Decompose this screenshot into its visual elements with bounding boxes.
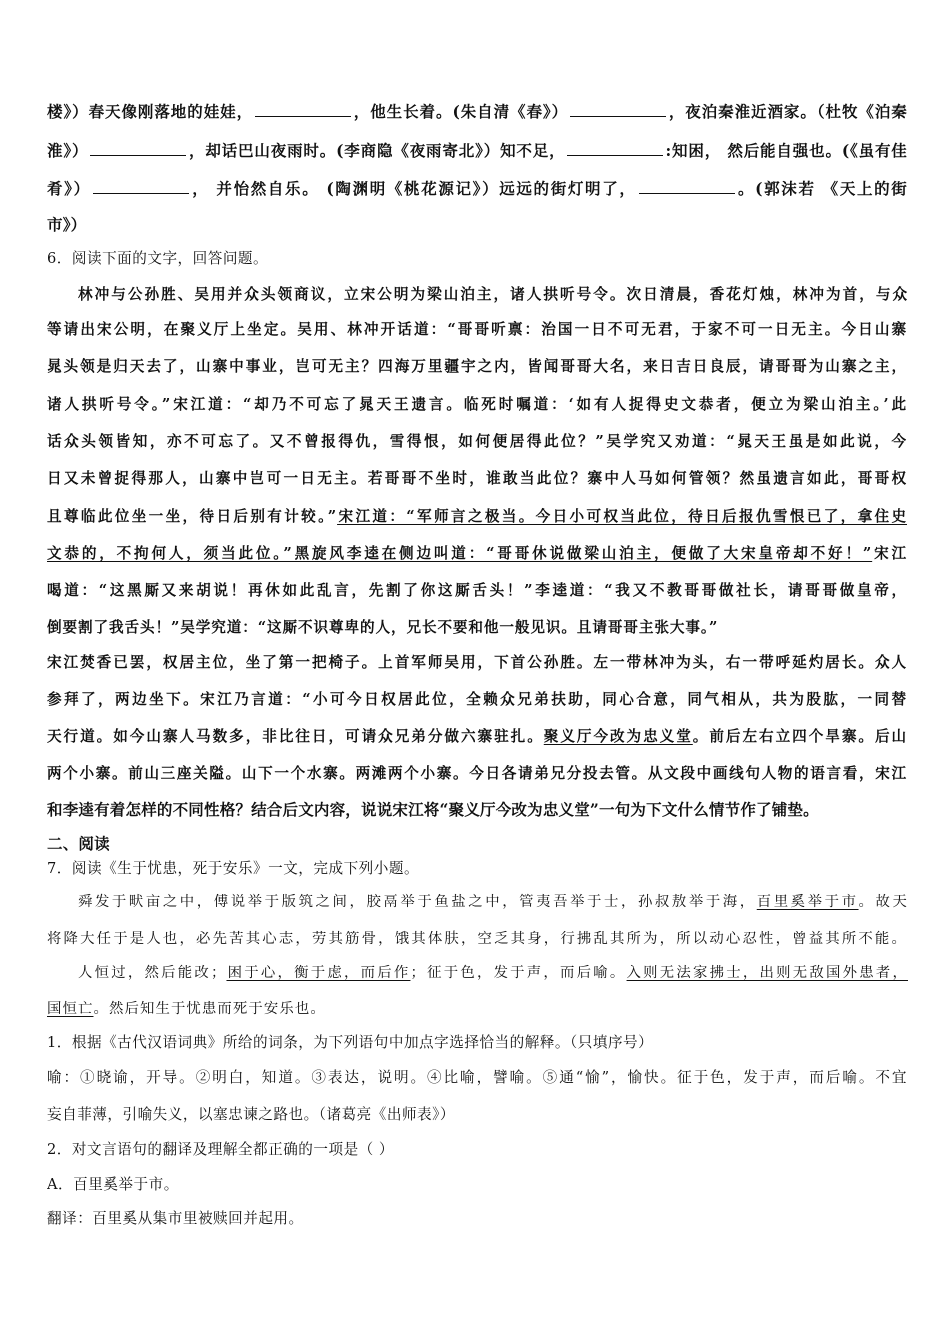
q6-passage-line: 晁头领是归天去了，山寨中事业，岂可无主？四海万里疆宇之内，皆闻哥哥大名，来日吉日良辰，请哥哥为山寨之主， [47,358,907,375]
underlined-sentence: 宋江道：“军师言之极当。今日小可权当此位，待日后报仇雪恨已了，拿住史 [337,508,907,525]
fill-blank[interactable] [90,141,186,156]
q6-passage-line: 日又未曾捉得那人，山寨中岂可一日无主。若哥哥不坐时，谁敢当此位？寨中人马如何管领？然虽遗言如此，哥哥权 [47,470,907,487]
q5-line-3 [47,177,907,199]
underlined-sentence: 百里奚举于市 [756,894,859,910]
q6-passage-line: 宋江焚香已罢，权居主位，坐了第一把椅子。上首军师吴用，下首公孙胜。左一带林冲为头，右一带呼延灼居长。众人 [47,654,907,671]
classical-text: 。故天 [858,894,908,910]
underlined-sentence: 聚义厅今改为忠义堂 [543,728,693,745]
underlined-sentence: 文恭的，不拘何人，须当此位。”黑旋风李逵在侧边叫道：“哥哥休说做梁山泊主，便做了大宋皇帝却不好！” [47,545,873,562]
classical-text-line: 将降大任于是人也，必先苦其心志，劳其筋骨，饿其体肤，空乏其身，行拂乱其所为，所以动心忍性，曾益其所不能。 [47,931,907,947]
fill-blank[interactable] [255,102,351,117]
underlined-sentence: 国恒亡 [47,1001,94,1017]
classical-text: ；征于色，发于声，而后喻。 [410,965,627,981]
q6-passage-line: 话众头领皆知，亦不可忘了。又不曾报得仇，雪得恨，如何便居得此位？”吴学究又劝道：“晁天王虽是如此说，今 [47,433,907,450]
q5-text: 肴》） [47,179,91,198]
fill-blank[interactable] [639,179,735,194]
q5-text: ，他生长着。(朱自清《春》） [353,102,569,121]
q6-passage-line [47,542,907,563]
q5-text: 楼》）春天像刚落地的娃娃， [47,102,254,121]
q6-question: 和李逵有着怎样的不同性格？结合后文内容，说说宋江将“聚义厅今改为忠义堂”一句为下文什么情节作了铺垫。 [47,800,819,819]
q6-passage-line: 林冲与公孙胜、吴用并众头领商议，立宋公明为梁山泊主，诸人拱听号令。次日清晨，香花灯烛，林冲为首，与众 [78,286,908,303]
underlined-sentence: 入则无法家拂士，出则无敌国外患者， [626,965,908,981]
q6-passage-text: 天行道。如今山寨人马数多，非比往日，可请众兄弟分做六寨驻扎。 [47,728,544,745]
classical-text-line [47,997,907,1018]
q5-text: ，却话巴山夜雨时。(李商隐《夜雨寄北》）知不足， [188,141,566,160]
sub-question-2: 2．对文言语句的翻译及理解全都正确的一项是（ ） [47,1141,394,1158]
q5-line-4: 市》） [47,215,87,234]
q6-passage-line: 参拜了，两边坐下。宋江乃言道：“小可今日权居此位，全赖众兄弟扶助，同心合意，同气相从，共为股肱，一同替 [47,691,907,708]
definition-line: 妄自菲薄，引喻失义，以塞忠谏之路也。（诸葛亮《出师表》） [47,1106,456,1123]
q5-line-2 [47,139,907,161]
sub-question-1: 1．根据《古代汉语词典》所给的词条，为下列语句中加点字选择恰当的解释。（只填序号） [47,1034,654,1051]
q6-passage-line: 喝道：“这黑厮又来胡说！再休如此乱言，先割了你这厮舌头！”李逵道：“我又不教哥哥做社长，请哥哥做皇帝， [47,582,907,599]
section-heading: 二、阅读 [47,834,110,853]
q5-text: :知困， 然后能自强也。(《虽有佳 [665,141,907,160]
classical-text: 舜发于畎亩之中，傅说举于版筑之间，胶鬲举于鱼盐之中，管夷吾举于士，孙叔敖举于海， [78,894,757,910]
q5-text: ，夜泊秦淮近酒家。（杜牧《泊秦 [668,102,907,121]
option-a-translation: 翻译：百里奚从集市里被赎回并起用。 [47,1210,304,1227]
q6-passage-line: 等请出宋公明，在聚义厅上坐定。吴用、林冲开话道：“哥哥听禀：治国一日不可无君，于家不可一日无主。今日山寨 [47,321,907,338]
q6-passage-text: 宋江 [872,545,907,562]
q6-passage-line: 诸人拱听号令。”宋江道：“却乃不可忘了晁天王遗言。临死时嘱道：‘如有人捉得史文恭者，便立为梁山泊主。’此 [47,396,907,413]
classical-text: 人恒过，然后能改； [78,965,227,981]
classical-text-line [78,890,908,911]
q6-passage-text: 。前后左右立四个旱寨。后山 [692,728,907,745]
definition-line: 喻：①晓谕，开导。②明白，知道。③表达，说明。④比喻，譬喻。⑤通“愉”，愉快。征于色，发于声，而后喻。不宜 [47,1069,907,1086]
classical-text: 。然后知生于忧患而死于安乐也。 [93,1001,326,1017]
q6-passage-line: 倒要割了我舌头！”吴学究道：“这厮不识尊卑的人，兄长不要和他一般见识。且请哥哥主张大事。” [47,619,719,636]
option-a: A．百里奚举于市。 [47,1176,179,1193]
q5-text: ， 并怡然自乐。 (陶渊明《桃花源记》）远远的街灯明了， [190,179,637,198]
q6-passage-text: 且尊临此位坐一坐，待日后别有计较。” [47,508,338,525]
classical-text-line [78,961,908,982]
underlined-sentence: 困于心，衡于虑，而后作 [226,965,411,981]
q6-passage-line: 两个小寨。前山三座关隘。山下一个水寨。两滩两个小寨。今日各请弟兄分投去管。从文段中画线句人物的语言看，宋江 [47,765,907,782]
q5-text: 。(郭沫若 《天上的街 [736,179,907,198]
fill-blank[interactable] [93,179,189,194]
q5-text: 淮》） [47,141,89,160]
q7-title: 7．阅读《生于忧患，死于安乐》一文，完成下列小题。 [47,860,420,877]
q6-passage-line [47,725,907,746]
fill-blank[interactable] [570,102,666,117]
q6-passage-line [47,505,907,526]
fill-blank[interactable] [567,141,663,156]
q5-line-1 [47,100,907,122]
q6-title: 6．阅读下面的文字，回答问题。 [47,250,269,267]
